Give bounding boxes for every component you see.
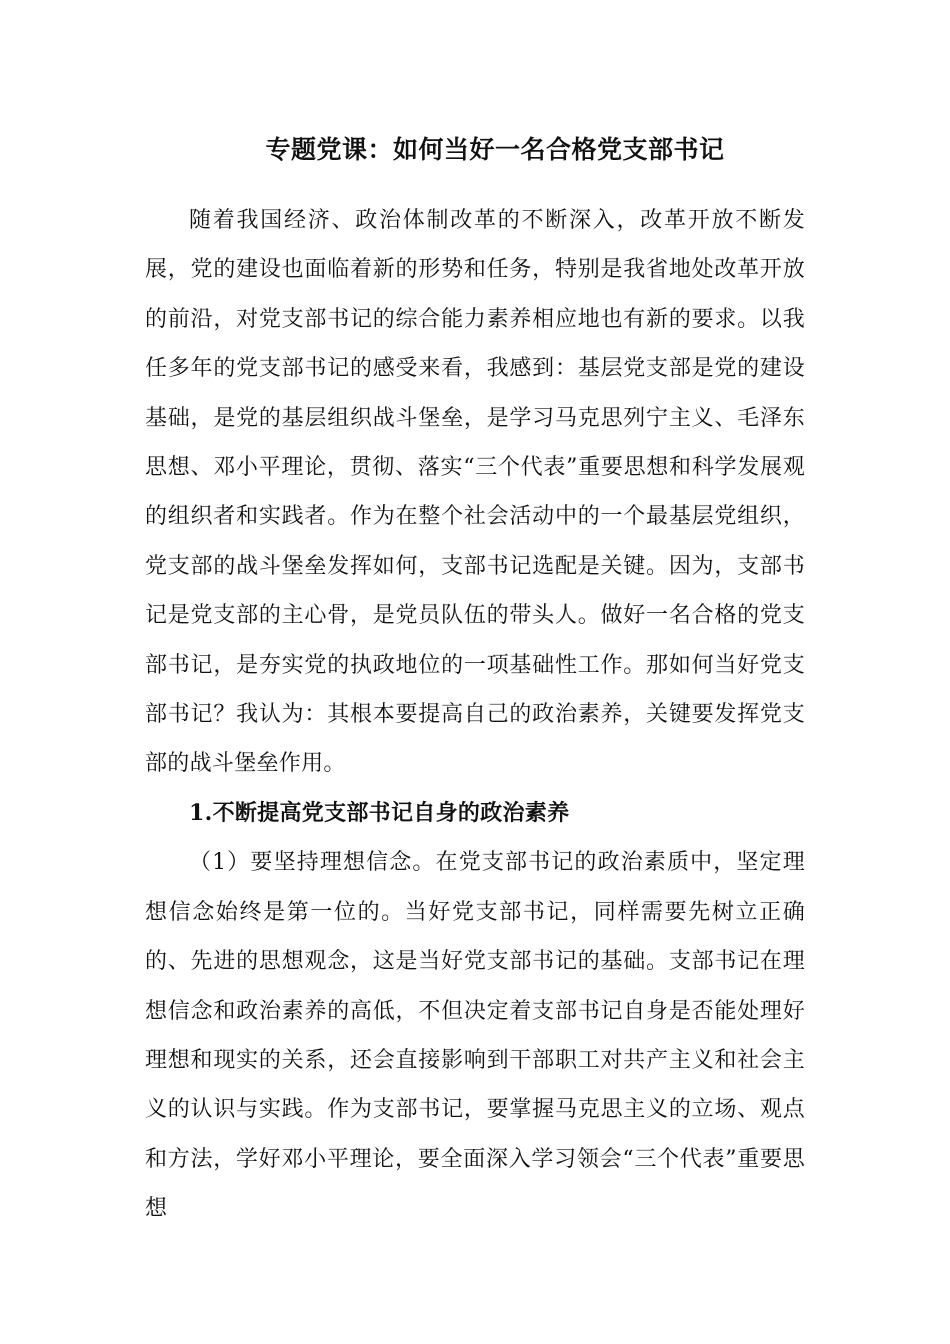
document-title: 专题党课：如何当好一名合格党支部书记 — [265, 135, 725, 164]
section-heading: 1.不断提高党支部书记自身的政治素养 — [189, 799, 570, 826]
section-paragraph: （1）要坚持理想信念。在党支部书记的政治素质中，坚定理想信念始终是第一位的。当好党支部书记，同样需要先树立正确的、先进的思想观念，这是当好党支部书记的基础。支部书记在理想信念和政治素养的高低，不但决定着支部书记自身是否能处理好理想和现实的关系，还会直接影响到干部职工对共产主义和社会主义的认识与实践。作为支部书记，要掌握马克思主义的立场、观点和方法，学好邓小平理论，要全面深入学习领会“三个代表”重要思想 — [145, 850, 805, 1222]
document-page — [145, 128, 805, 1234]
intro-paragraph: 随着我国经济、政治体制改革的不断深入，改革开放不断发展，党的建设也面临着新的形势和任务，特别是我省地处改革开放的前沿，对党支部书记的综合能力素养相应地也有新的要求。以我任多年的党支部书记的感受来看，我感到：基层党支部是党的建设基础，是党的基层组织战斗堡垒，是学习马克思列宁主义、毛泽东思想、邓小平理论，贯彻、落实“三个代表”重要思想和科学发展观的组织者和实践者。作为在整个社会活动中的一个最基层党组织，党支部的战斗堡垒发挥如何，支部书记选配是关键。因为，支部书记是党支部的主心骨，是党员队伍的带头人。做好一名合格的党支部书记，是夯实党的执政地位的一项基础性工作。那如何当好党支部书记？我认为：其根本要提高自己的政治素养，关键要发挥党支部的战斗堡垒作用。 — [145, 208, 805, 777]
